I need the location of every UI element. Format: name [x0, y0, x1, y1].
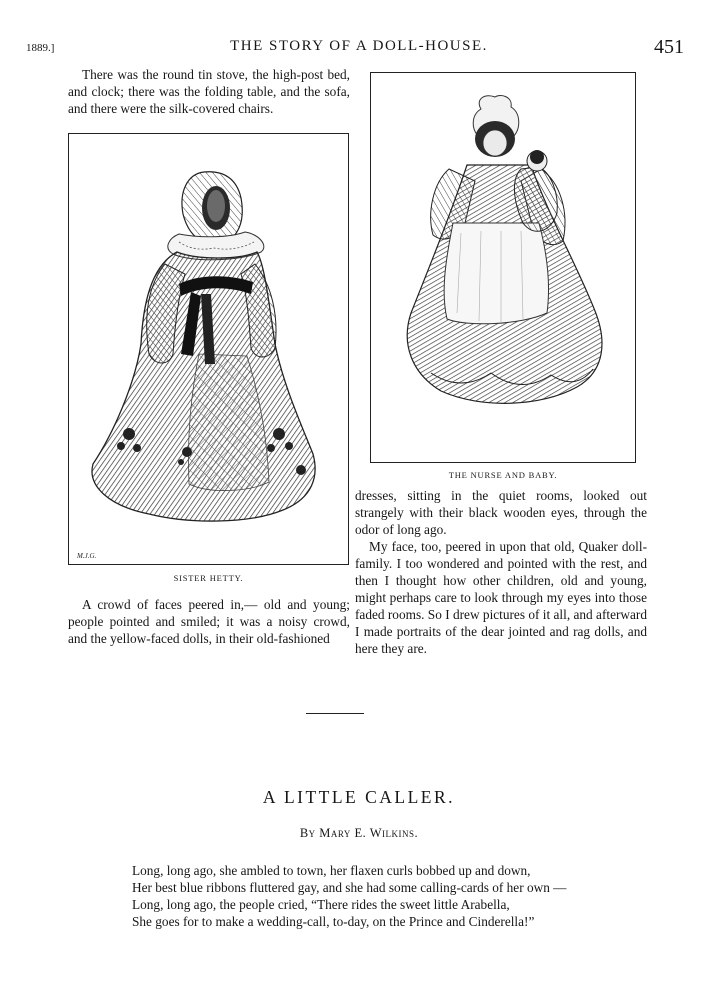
artist-signature: M.J.G. — [77, 552, 97, 560]
sister-hetty-illustration — [68, 133, 349, 565]
running-title: THE STORY OF A DOLL-HOUSE. — [230, 38, 488, 54]
page-number: 451 — [654, 36, 684, 58]
nurse-and-baby-illustration — [370, 72, 636, 463]
header-year: 1889.] — [26, 42, 55, 54]
poem-line: Long, long ago, she ambled to town, her flaxen curls bobbed up and down, — [132, 863, 531, 878]
doll-illustration-icon — [69, 134, 347, 563]
poem — [132, 862, 566, 930]
poem-line: She goes for to make a wedding-call, to-day, on the Prince and Cinderella!” — [132, 914, 535, 929]
poem-line: Her best blue ribbons fluttered gay, and she had some calling-cards of her own — — [132, 880, 567, 895]
caption-sister-hetty: SISTER HETTY. — [173, 573, 244, 583]
paragraph-right-2 — [355, 538, 647, 657]
caption-nurse-and-baby: THE NURSE AND BABY. — [448, 470, 558, 480]
article-title: A LITTLE CALLER. — [262, 787, 456, 807]
nurse-doll-illustration-icon — [371, 73, 634, 461]
byline: By Mary E. Wilkins. — [299, 826, 419, 840]
paragraph-right-2-text: My face, too, peered in upon that old, Quaker doll-family. I too wondered and pointed with the rest, and then I thought how other children, old and young, might perhaps care to look through my eyes into those faded rooms. So I drew pictures of it all, and afterward I made portraits of the dear jointed and rag dolls, and here they are. — [355, 539, 647, 656]
section-divider — [306, 713, 364, 714]
paragraph-left-bottom-text: A crowd of faces peered in,— old and young; people pointed and smiled; it was a noisy crowd, and the yellow-faced dolls, in their old-fashioned — [68, 597, 350, 646]
paragraph-right-1: dresses, sitting in the quiet rooms, looked out strangely with their black wooden eyes, through the odor of long ago. — [355, 488, 647, 537]
paragraph-top — [68, 66, 350, 117]
poem-line: Long, long ago, the people cried, “There rides the sweet little Arabella, — [132, 897, 510, 912]
paragraph-left-bottom — [68, 596, 350, 647]
paragraph-top-text: There was the round tin stove, the high-post bed, and clock; there was the folding table, and the sofa, and there were the silk-covered chairs. — [68, 67, 350, 116]
